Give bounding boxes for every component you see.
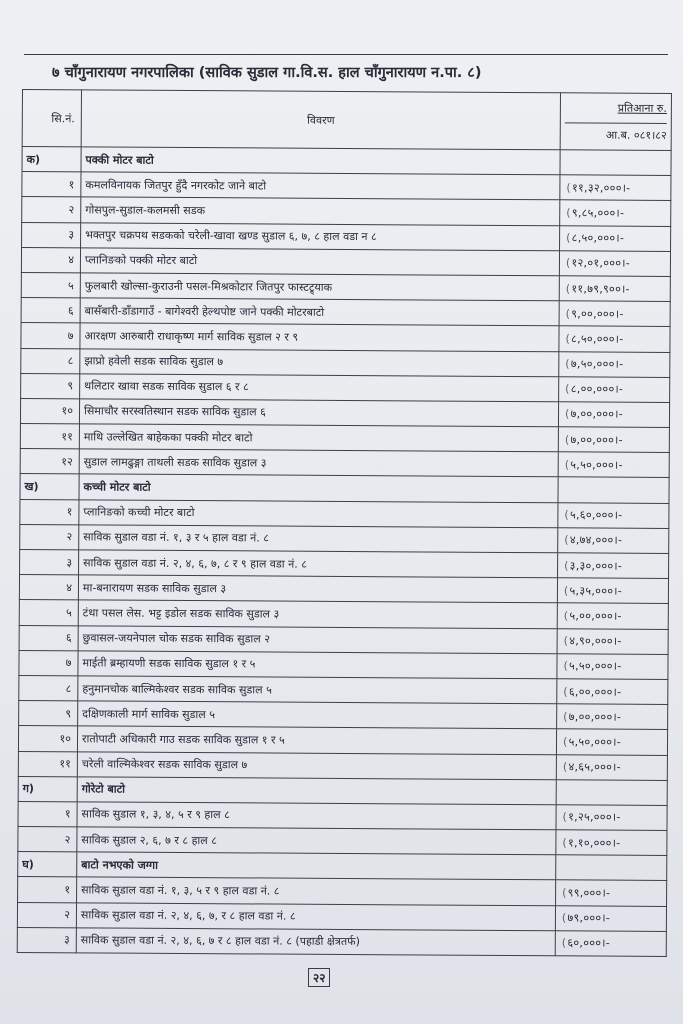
amount-value: ( ५,६०,०००।- <box>564 509 622 522</box>
description-cell: कमलविनायक जितपुर हुँदै नगरकोट जाने बाटो <box>81 172 560 200</box>
amount-cell <box>558 402 669 428</box>
serial-number-cell: १२ <box>20 449 79 475</box>
description-cell: भक्तपुर चक्रपथ सडकको चरेली-खावा खण्ड सुडाल ६, ७, ८ हाल वडा न ८ <box>81 222 560 250</box>
amount-cell <box>556 805 667 831</box>
serial-number-cell: ९ <box>19 701 78 727</box>
serial-number-cell: १ <box>18 877 77 903</box>
amount-cell <box>560 225 671 251</box>
amount-cell <box>558 452 669 478</box>
table-row <box>20 449 669 478</box>
table-row <box>21 247 670 276</box>
description-cell: छुवासल-जयनेपाल चोक सडक साविक सुडाल २ <box>78 625 557 653</box>
table-row <box>22 222 671 251</box>
amount-cell <box>557 628 668 654</box>
amount-value: ( ४,९०,०००।- <box>564 634 622 647</box>
description-cell: कच्ची मोटर बाटो <box>79 474 558 502</box>
amount-value: ( ६०,०००।- <box>562 937 610 950</box>
serial-number-cell: ग) <box>18 776 77 802</box>
amount-value: ( ७,००,०००।- <box>565 408 623 421</box>
amount-cell <box>560 200 671 226</box>
serial-number-cell: ७ <box>19 650 78 676</box>
amount-value: ( ६,००,०००।- <box>563 685 621 698</box>
serial-number-cell: १० <box>20 398 79 424</box>
amount-value: ( ३,३०,०००।- <box>564 559 622 572</box>
table-row <box>18 801 667 830</box>
table-header-row <box>22 90 671 151</box>
description-cell: साविक सुडाल १, ३, ४, ५ र ९ हाल ८ <box>77 802 556 830</box>
serial-number-cell: ख) <box>20 474 79 500</box>
table-row <box>22 172 671 201</box>
amount-cell <box>556 729 667 755</box>
amount-cell <box>555 931 666 957</box>
table-row <box>18 877 667 906</box>
serial-number-cell: ५ <box>21 272 80 298</box>
amount-value: ( ५,३५,०००।- <box>564 584 622 597</box>
serial-number-cell: ३ <box>22 222 81 248</box>
description-cell: प्लानिङको कच्ची मोटर बाटो <box>79 499 558 527</box>
serial-number-cell: २ <box>20 524 79 550</box>
table-row <box>18 726 667 755</box>
serial-number-cell: घ) <box>18 852 77 878</box>
amount-cell <box>558 502 669 528</box>
description-cell: माथि उल्लेखित बाहेकका पक्की मोटर बाटो <box>79 424 558 452</box>
table-row <box>21 373 670 402</box>
table-row <box>21 348 670 377</box>
amount-value: ( ८,५०,०००।- <box>565 332 623 345</box>
header-description: विवरण <box>81 90 560 150</box>
section-row <box>18 776 667 805</box>
description-cell: मा-बनारायण सडक साविक सुडाल ३ <box>78 575 557 603</box>
serial-number-cell: ६ <box>21 298 80 324</box>
section-row <box>18 852 667 881</box>
valuation-table <box>17 89 672 957</box>
header-serial-number: सि.नं. <box>22 90 81 147</box>
amount-value: ( ९,००,०००।- <box>566 307 624 320</box>
amount-cell <box>556 779 667 805</box>
amount-value: ( ९,८५,०००।- <box>566 206 624 219</box>
serial-number-cell: ८ <box>19 675 78 701</box>
serial-number-cell: ३ <box>17 927 76 953</box>
amount-value: ( १,२५,०००।- <box>563 811 621 824</box>
description-cell: बासँबारी-डाँडागाउँ - बागेश्वरी हेल्थपोष्ट जाने पक्की मोटरबाटो <box>80 298 559 326</box>
serial-number-cell: ९ <box>21 373 80 399</box>
description-cell: दक्षिणकाली मार्ग साविक सुडाल ५ <box>78 701 557 729</box>
table-row <box>19 701 668 730</box>
serial-number-cell: ७ <box>21 323 80 349</box>
description-cell: साविक सुडाल २, ६, ७ र ८ हाल ८ <box>77 827 556 855</box>
amount-cell <box>557 578 668 604</box>
description-cell: प्लानिङको पक्की मोटर बाटो <box>80 248 559 276</box>
header-fiscal-year: आ.ब. ०८१।८२ <box>565 122 667 144</box>
amount-value: ( ७,५०,०००।- <box>565 357 623 370</box>
amount-value: ( १२,०१,०००।- <box>566 257 630 270</box>
amount-value: ( ४,७४,०००।- <box>564 534 622 547</box>
amount-value: ( ७,००,०००।- <box>563 710 621 723</box>
amount-value: ( ११,३२,०००।- <box>566 181 630 194</box>
table-row <box>19 625 668 654</box>
description-cell: थलिटार खावा सडक साविक सुडाल ६ र ८ <box>80 374 559 402</box>
amount-value: ( १,१०,०००।- <box>562 836 620 849</box>
description-cell: टंथा पसल लेस. भट्ट इडोल सडक साविक सुडाल ३ <box>78 600 557 628</box>
table-row <box>21 272 670 301</box>
amount-cell <box>559 326 670 352</box>
amount-value: ( ७,००,०००।- <box>565 433 623 446</box>
serial-number-cell: ११ <box>18 751 77 777</box>
description-cell: पक्की मोटर बाटो <box>81 147 560 175</box>
table-row <box>20 524 669 553</box>
description-cell: गोरेटो बाटो <box>77 777 556 805</box>
serial-number-cell: ३ <box>20 549 79 575</box>
table-row <box>19 575 668 604</box>
table-body <box>17 147 671 957</box>
description-cell: सिमाचौर सरस्वतिस्थान सडक साविक सुडाल ६ <box>79 399 558 427</box>
description-cell: गोसपुल-सुडाल-कलमसी सडक <box>81 197 560 225</box>
serial-number-cell: ११ <box>20 424 79 450</box>
section-row <box>22 147 671 176</box>
description-cell: फुलबारी खोल्सा-कुराउनी पसल-मिश्रकोटार जितपुर फास्टट्र्याक <box>80 273 559 301</box>
serial-number-cell: २ <box>18 827 77 853</box>
amount-cell <box>559 376 670 402</box>
amount-value: ( ५,५०,०००।- <box>565 458 623 471</box>
description-cell: साविक सुडाल वडा नं. १, ३, ५ र ९ हाल वडा नं. ८ <box>77 877 556 905</box>
top-rule <box>24 54 668 55</box>
serial-number-cell: २ <box>17 902 76 928</box>
description-cell: हनुमानचोक बाल्मिकेश्वर सडक साविक सुडाल ५ <box>78 676 557 704</box>
amount-cell <box>556 830 667 856</box>
table-row <box>17 902 666 931</box>
description-cell: माईती ब्रम्हायणी सडक साविक सुडाल १ र ५ <box>78 651 557 679</box>
amount-cell <box>558 528 669 554</box>
section-row <box>20 474 669 503</box>
page-number: २२ <box>308 968 330 987</box>
amount-cell <box>560 175 671 201</box>
table-row <box>21 298 670 327</box>
table-row <box>19 650 668 679</box>
table-row <box>19 600 668 629</box>
table-row <box>20 398 669 427</box>
description-cell: रातोपाटी अधिकारी गाउ सडक साविक सुडाल १ र ५ <box>77 726 556 754</box>
description-cell: साविक सुडाल वडा नं. १, ३ र ५ हाल वडा नं. ८ <box>79 525 558 553</box>
amount-cell <box>560 150 671 176</box>
amount-value: ( ४,६५,०००।- <box>563 760 621 773</box>
description-cell: साविक सुडाल वडा नं. २, ४, ६, ७ र ८ हाल वडा नं. ८ (पहाडी क्षेत्रतर्फ) <box>76 928 555 956</box>
amount-cell <box>559 251 670 277</box>
description-cell: सुडाल लामढुङ्गा ताथली सडक साविक सुडाल ३ <box>79 449 558 477</box>
serial-number-cell: १ <box>18 801 77 827</box>
header-amount-label: प्रतिआना रु. <box>617 101 667 115</box>
serial-number-cell: ५ <box>19 600 78 626</box>
amount-cell <box>557 654 668 680</box>
page-heading: ७ चाँगुनारायण नगरपालिका (साविक सुडाल गा.वि.स. हाल चाँगुनारायण न.पा. ८) <box>52 65 482 81</box>
serial-number-cell: ६ <box>19 625 78 651</box>
serial-number-cell: ८ <box>21 348 80 374</box>
amount-cell <box>556 880 667 906</box>
amount-cell <box>559 301 670 327</box>
description-cell: साविक सुडाल वडा नं. २, ४, ६, ७, र ८ हाल वडा नं. ८ <box>76 902 555 930</box>
amount-value: ( ५,५०,०००।- <box>563 735 621 748</box>
amount-cell <box>557 704 668 730</box>
header-amount <box>560 93 671 151</box>
amount-cell <box>557 679 668 705</box>
table-row <box>18 827 667 856</box>
amount-value: ( ५,००,०००।- <box>564 609 622 622</box>
description-cell: झाप्रो हवेली सडक साविक सुडाल ७ <box>80 348 559 376</box>
table-row <box>17 927 666 956</box>
description-cell: बाटो नभएको जग्गा <box>77 852 556 880</box>
amount-cell <box>556 855 667 881</box>
table-row <box>20 424 669 453</box>
table-row <box>22 197 671 226</box>
amount-cell <box>556 754 667 780</box>
amount-value: ( ८,००,०००।- <box>565 383 623 396</box>
amount-cell <box>558 427 669 453</box>
table-row <box>18 751 667 780</box>
serial-number-cell: १० <box>18 726 77 752</box>
description-cell: आरक्षण आरुबारी राधाकृष्ण मार्ग साविक सुडाल २ र ९ <box>80 323 559 351</box>
amount-value: ( ९९,०००।- <box>562 886 610 899</box>
table-row <box>20 499 669 528</box>
serial-number-cell: ४ <box>21 247 80 273</box>
table-row <box>19 675 668 704</box>
amount-cell <box>557 603 668 629</box>
amount-cell <box>559 276 670 302</box>
amount-value: ( ११,७९,९००।- <box>566 282 630 295</box>
table-row <box>20 549 669 578</box>
amount-value: ( ८,५०,०००।- <box>566 231 624 244</box>
amount-cell <box>555 905 666 931</box>
amount-value: ( ५,५०,०००।- <box>563 660 621 673</box>
serial-number-cell: १ <box>22 172 81 198</box>
table-row <box>21 323 670 352</box>
serial-number-cell: क) <box>22 147 81 173</box>
description-cell: साविक सुडाल वडा नं. २, ४, ६, ७, ८ र ९ हाल वडा नं. ८ <box>79 550 558 578</box>
amount-value: ( ७९,०००।- <box>562 912 610 925</box>
amount-cell <box>558 553 669 579</box>
description-cell: चरेली वाल्मिकेश्वर सडक साविक सुडाल ७ <box>77 751 556 779</box>
amount-cell <box>559 351 670 377</box>
amount-cell <box>558 477 669 503</box>
serial-number-cell: २ <box>22 197 81 223</box>
serial-number-cell: ४ <box>19 575 78 601</box>
serial-number-cell: १ <box>20 499 79 525</box>
